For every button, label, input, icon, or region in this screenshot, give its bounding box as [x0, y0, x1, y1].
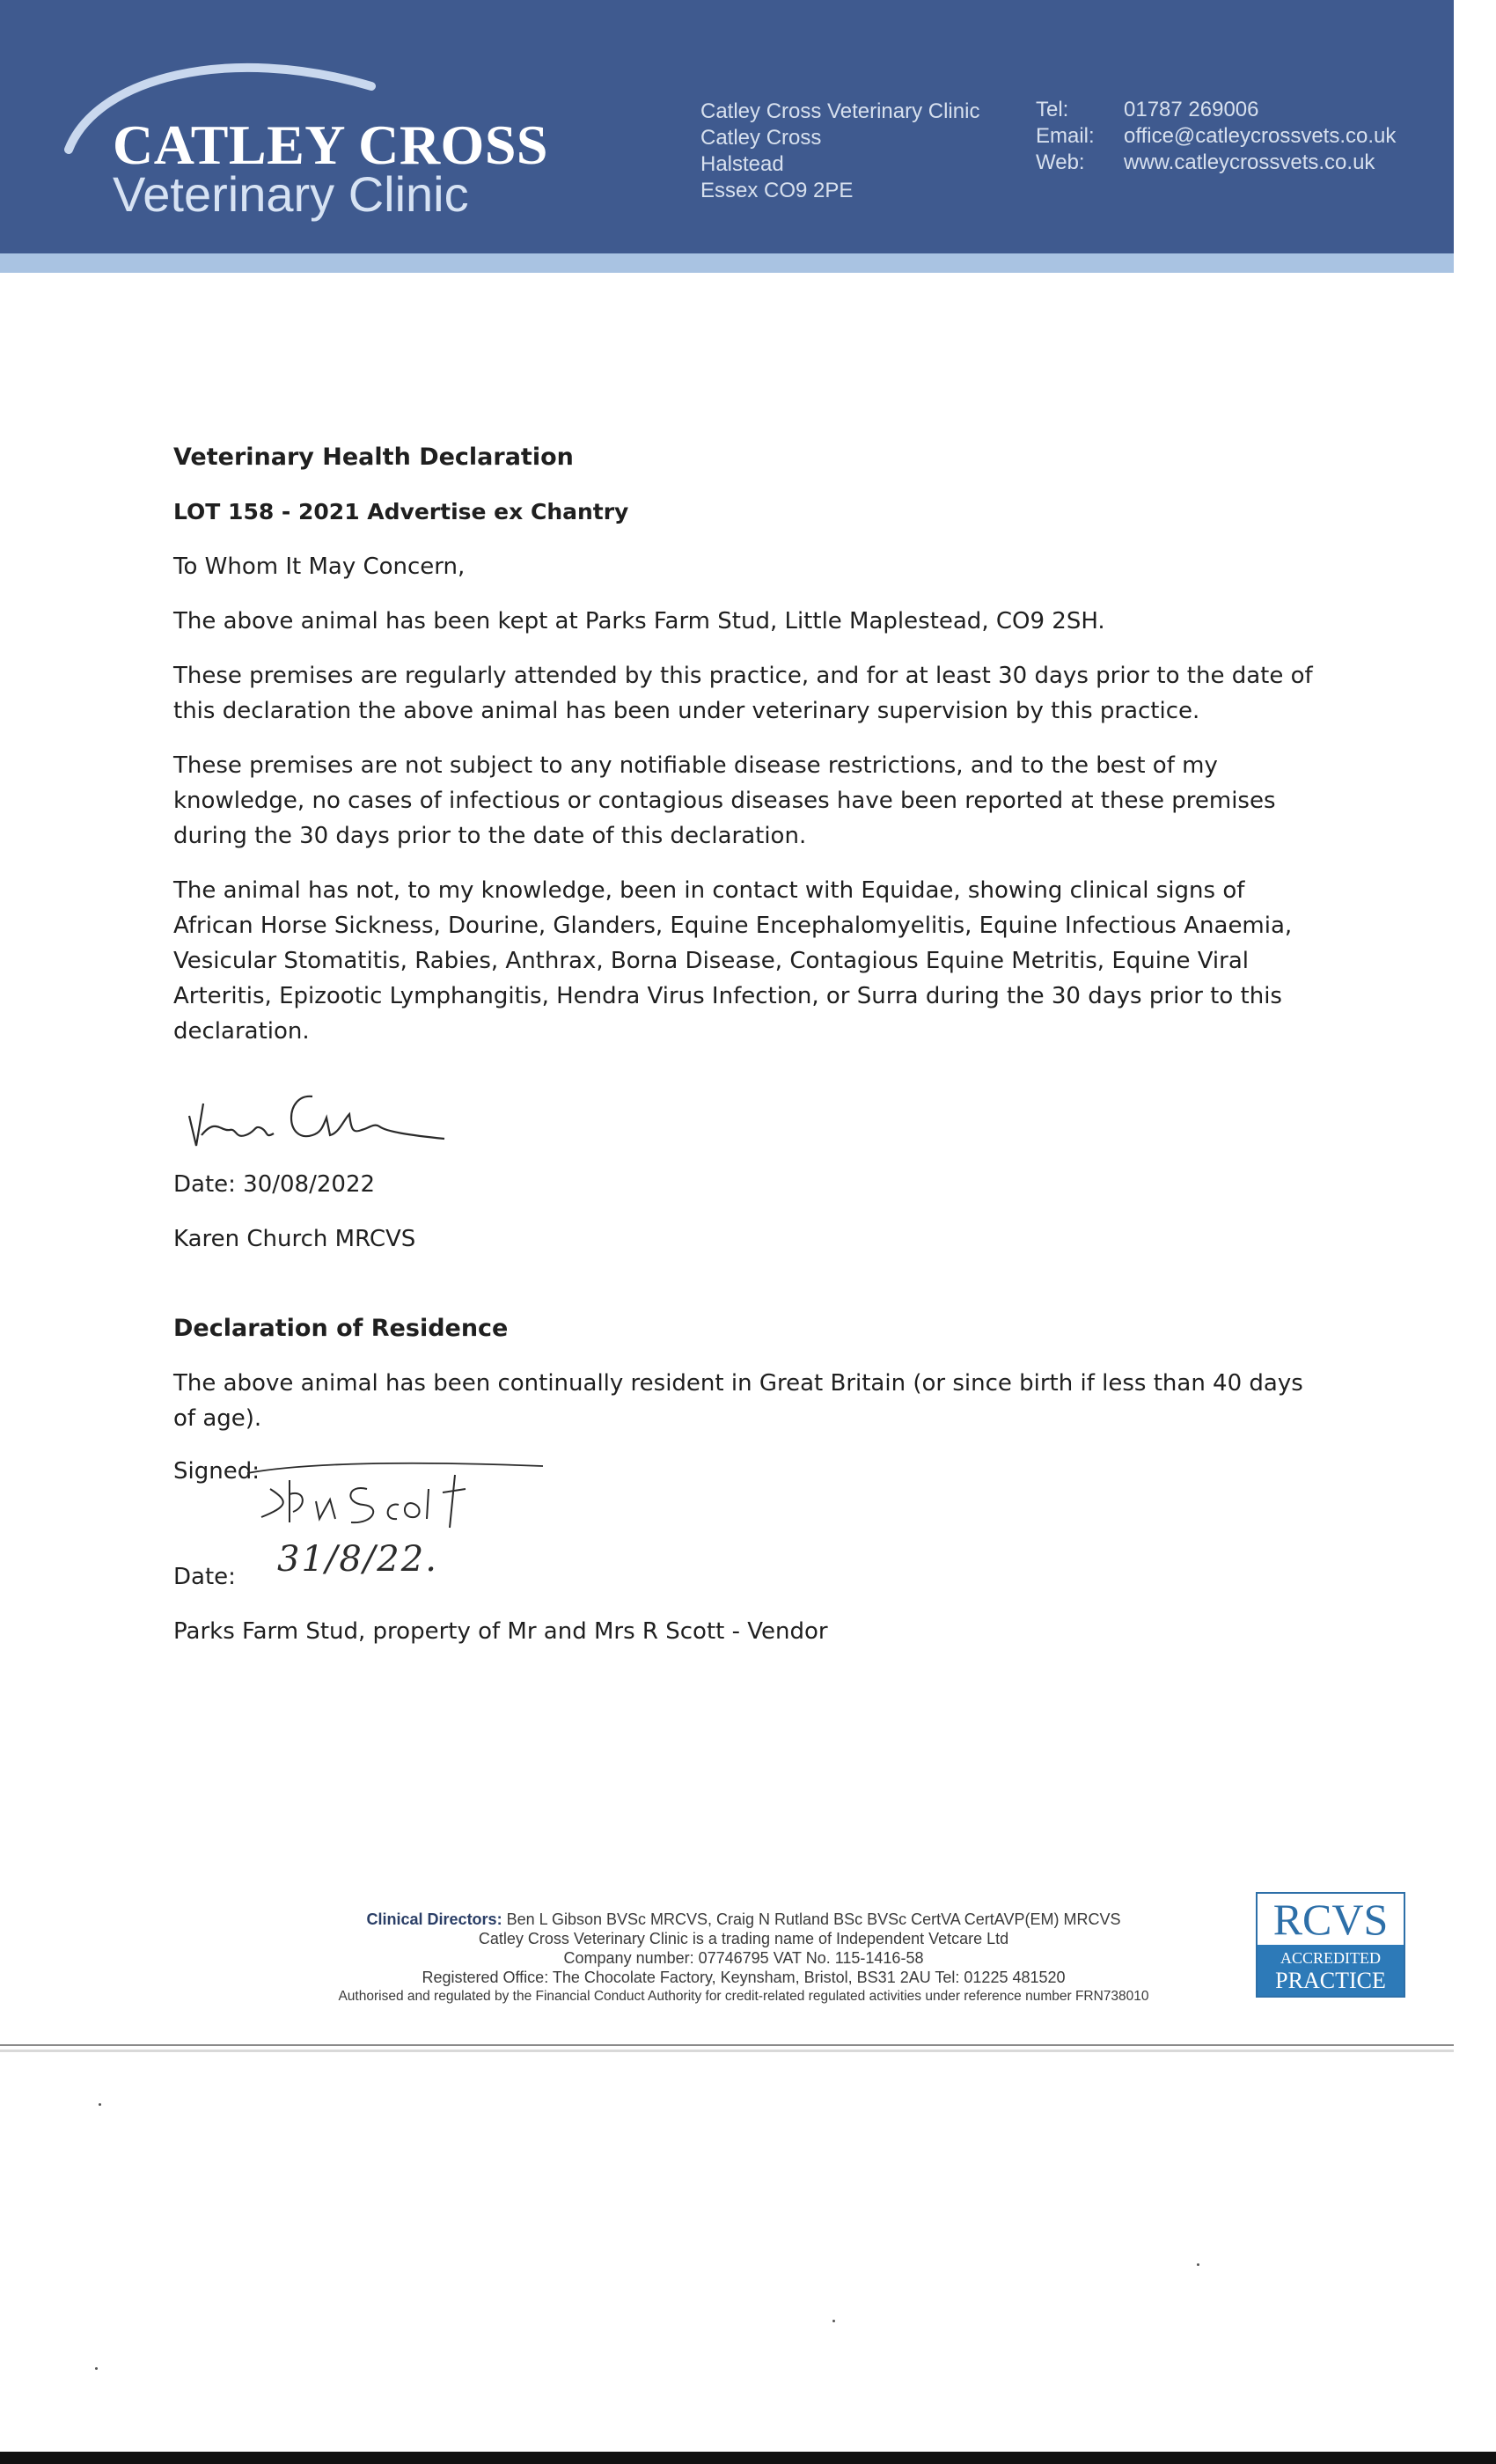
address-line: Catley Cross Veterinary Clinic: [700, 99, 980, 123]
address-line: Essex CO9 2PE: [700, 179, 854, 202]
contact-value: www.catleycrossvets.co.uk: [1124, 150, 1375, 174]
declaration-paragraph: These premises are regularly attended by this practice, and for at least 30 days prior to the date of this declaration the above animal has been under veterinary supervision by this practice.: [173, 663, 1313, 724]
residence-date-label: Date:: [173, 1564, 236, 1590]
badge-line: PRACTICE: [1275, 1968, 1386, 1993]
signed-row: [173, 1454, 1317, 1535]
contact-label: Email:: [1036, 124, 1095, 148]
scan-speck: [1197, 2263, 1199, 2266]
letterhead-band: [0, 0, 1454, 253]
footer-directors: [211, 1910, 1276, 1929]
scan-bottom-edge: [0, 2452, 1496, 2464]
declaration-title: Veterinary Health Declaration: [173, 444, 574, 471]
badge-title: RCVS: [1272, 1895, 1389, 1944]
residence-text: The above animal has been continually resident in Great Britain (or since birth if less than 40 days of age).: [173, 1370, 1303, 1432]
contact-web: [1036, 150, 1396, 176]
footer-line: Registered Office: The Chocolate Factory, Keynsham, Bristol, BS31 2AU Tel: 01225 481520: [422, 1969, 1066, 1986]
clinic-contacts: [1036, 97, 1396, 176]
vet-signature: [180, 1065, 532, 1153]
declaration-body: [173, 440, 1317, 1668]
logo-subtitle: Veterinary Clinic: [113, 166, 469, 222]
vendor-signature: [235, 1454, 552, 1551]
footer-line: Company number: 07746795 VAT No. 115-1416-58: [563, 1949, 924, 1967]
clinic-address: [700, 99, 979, 204]
salutation: To Whom It May Concern,: [173, 554, 466, 580]
contact-value: office@catleycrossvets.co.uk: [1124, 124, 1397, 148]
badge-line: ACCREDITED: [1280, 1949, 1381, 1967]
scan-speck: [832, 2320, 835, 2322]
footer-line: Authorised and regulated by the Financial Conduct Authority for credit-related regulated activities under reference number FRN738010: [338, 1989, 1149, 2004]
residence-date-row: [173, 1539, 1317, 1605]
contact-email: [1036, 123, 1396, 150]
handwritten-date: 31/8/22.: [277, 1539, 438, 1580]
residence-title: Declaration of Residence: [173, 1315, 509, 1342]
vet-name: Karen Church MRCVS: [173, 1226, 416, 1252]
declaration-paragraph: These premises are not subject to any notifiable disease restrictions, and to the best of my knowledge, no cases of infectious or contagious diseases have been reported at these premises during the 30 days prior to the date of this declaration.: [173, 752, 1276, 849]
scan-speck: [99, 2103, 101, 2106]
contact-value: 01787 269006: [1124, 98, 1259, 121]
directors-label: Clinical Directors:: [366, 1910, 502, 1928]
scan-speck: [95, 2367, 98, 2370]
address-line: Catley Cross: [700, 126, 822, 150]
letterhead-footer: [211, 1910, 1276, 2006]
address-line: Halstead: [700, 152, 784, 176]
declaration-paragraph: The above animal has been kept at Parks Farm Stud, Little Maplestead, CO9 2SH.: [173, 608, 1105, 634]
declaration-date: Date: 30/08/2022: [173, 1171, 376, 1198]
rcvs-accredited-badge: [1256, 1892, 1405, 1998]
vendor-line: Parks Farm Stud, property of Mr and Mrs R Scott - Vendor: [173, 1618, 828, 1645]
lot-reference: LOT 158 - 2021 Advertise ex Chantry: [173, 499, 629, 524]
badge-caption: [1258, 1945, 1404, 1996]
logo-title: CATLEY CROSS: [113, 114, 548, 176]
contact-label: Tel:: [1036, 98, 1069, 121]
letterhead-strip: [0, 253, 1454, 273]
directors-names: Ben L Gibson BVSc MRCVS, Craig N Rutland BSc BVSc CertVA CertAVP(EM) MRCVS: [506, 1910, 1121, 1928]
signed-label: Signed:: [173, 1458, 260, 1485]
footer-line: Catley Cross Veterinary Clinic is a trading name of Independent Vetcare Ltd: [478, 1930, 1009, 1947]
footer-divider: [0, 2044, 1454, 2046]
contact-label: Web:: [1036, 150, 1085, 174]
contact-tel: [1036, 97, 1396, 123]
page-edge: [0, 2050, 1454, 2052]
declaration-paragraph: The animal has not, to my knowledge, been in contact with Equidae, showing clinical signs of African Horse Sickness, Dourine, Glanders, Equine Encephalomyelitis, Equine Infectious Anaemia, Vesicular Stomatitis, Rabies, Anthrax, Borna Disease, Contagious Equine Metritis, Equine Viral Arteritis, Epizootic Lymphangitis, Hendra Virus Infection, or Surra during the 30 days prior to this declaration.: [173, 877, 1293, 1045]
